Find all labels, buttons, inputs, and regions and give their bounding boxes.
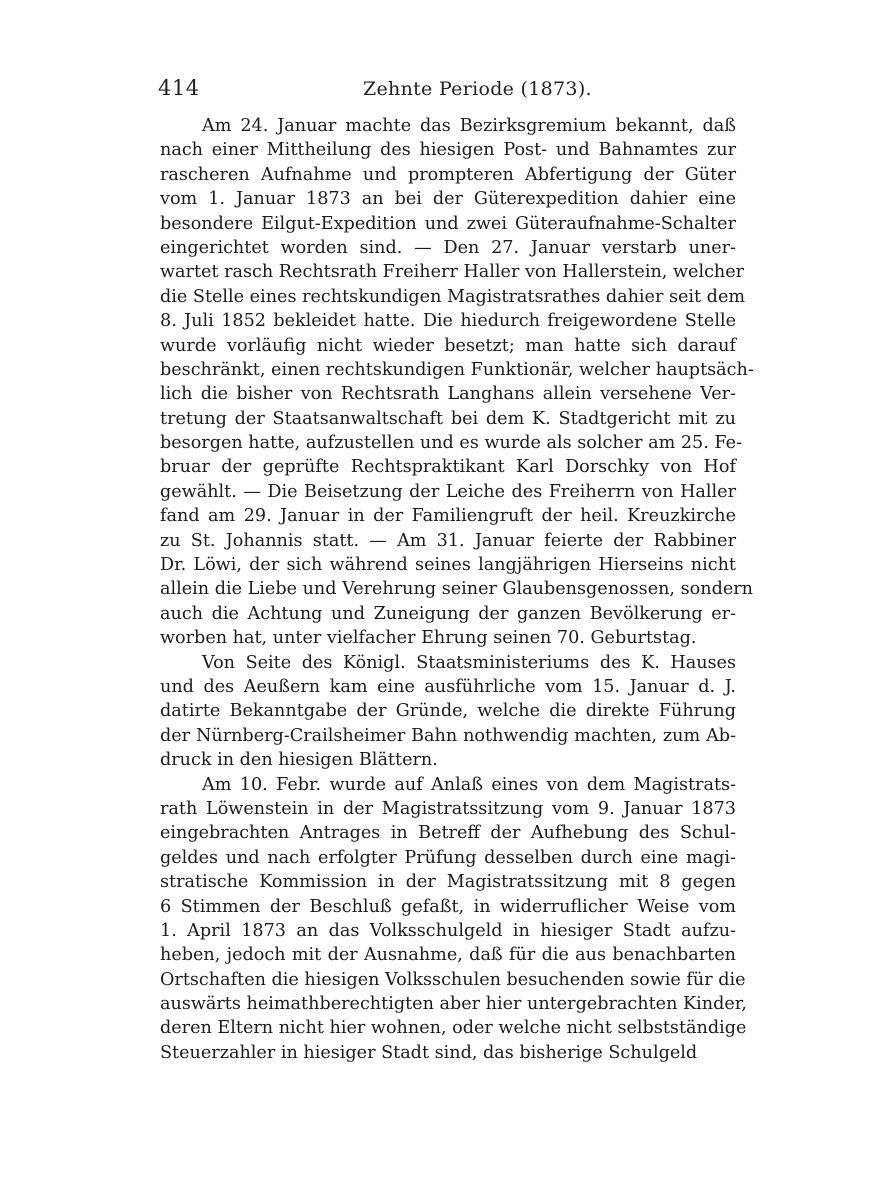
text-line: 8. Juli 1852 bekleidet hatte. Die hiedurch freigewordene Stelle [160,311,736,332]
text-line: Ortschaften die hiesigen Volksschulen besuchenden sowie für die [160,969,746,990]
text-line: lich die bisher von Rechtsrath Langhans allein versehene Ver- [160,384,736,405]
text-line: Von Seite des Königl. Staatsministeriums des K. Hauses [202,652,736,673]
text-line: wurde vorläufig nicht wieder besetzt; man hatte sich darauf [160,335,736,356]
text-line: druck in den hiesigen Blättern. [160,750,438,771]
text-line: stratische Kommission in der Magistratssitzung mit 8 gegen [160,872,736,893]
text-line: die Stelle eines rechtskundigen Magistratsrathes dahier seit dem [160,286,746,307]
body-text [160,114,754,1065]
text-line: bruar der geprüfte Rechtspraktikant Karl Dorschky von Hof [160,457,736,478]
running-head: Zehnte Periode (1873). [363,78,592,100]
paragraph [160,114,754,651]
text-line: auch die Achtung und Zuneigung der ganzen Bevölkerung er- [160,603,736,624]
text-line: gewählt. — Die Beisetzung der Leiche des Freiherrn von Haller [160,481,736,502]
paragraph [160,773,747,1066]
text-line: besondere Eilgut-Expedition und zwei Güteraufnahme-Schalter [160,213,736,234]
text-line: und des Aeußern kam eine ausführliche vom 15. Januar d. J. [160,676,736,697]
text-line: der Nürnberg-Crailsheimer Bahn nothwendig machten, zum Ab- [160,725,736,746]
text-line: fand am 29. Januar in der Familiengruft der heil. Kreuzkirche [160,506,736,527]
page-number: 414 [158,76,200,100]
text-line: rath Löwenstein in der Magistratssitzung vom 9. Januar 1873 [160,798,736,819]
text-line: geldes und nach erfolgter Prüfung desselben durch eine magi- [160,847,736,868]
text-line: eingerichtet worden sind. — Den 27. Januar verstarb uner- [160,237,736,258]
text-line: rascheren Aufnahme und prompteren Abfertigung der Güter [160,164,736,185]
text-line: datirte Bekanntgabe der Gründe, welche die direkte Führung [160,701,736,722]
text-line: Dr. Löwi, der sich während seines langjährigen Hierseins nicht [160,555,736,576]
text-line: eingebrachten Antrages in Betreff der Aufhebung des Schul- [160,823,736,844]
text-line: auswärts heimathberechtigten aber hier untergebrachten Kinder, [160,994,747,1015]
text-line: 1. April 1873 an das Volksschulgeld in hiesiger Stadt aufzu- [160,920,736,941]
text-line: 6 Stimmen der Beschluß gefaßt, in widerruflicher Weise vom [160,896,736,917]
text-line: Am 10. Febr. wurde auf Anlaß eines von dem Magistrats- [202,774,736,795]
text-line: Am 24. Januar machte das Bezirksgremium bekannt, daß [202,116,736,136]
text-line: worben hat, unter vielfacher Ehrung seinen 70. Geburtstag. [160,628,697,649]
page-header [158,72,738,104]
text-line: allein die Liebe und Verehrung seiner Glaubensgenossen, sondern [160,579,753,600]
text-line: vom 1. Januar 1873 an bei der Güterexpedition dahier eine [160,189,736,210]
text-line: heben, jedoch mit der Ausnahme, daß für die aus benachbarten [160,945,736,966]
text-line: nach einer Mittheilung des hiesigen Post- und Bahnamtes zur [160,140,736,161]
text-line: besorgen hatte, aufzustellen und es wurde als solcher am 25. Fe- [160,433,743,454]
text-line: wartet rasch Rechtsrath Freiherr Haller von Hallerstein, welcher [160,262,745,283]
text-line: beschränkt, einen rechtskundigen Funktionär, welcher hauptsäch- [160,359,754,380]
text-line: Steuerzahler in hiesiger Stadt sind, das bisherige Schulgeld [160,1042,698,1063]
paragraph [160,651,736,773]
text-line: tretung der Staatsanwaltschaft bei dem K. Stadtgericht mit zu [160,408,736,429]
text-line: zu St. Johannis statt. — Am 31. Januar feierte der Rabbiner [160,530,736,551]
text-line: deren Eltern nicht hier wohnen, oder welche nicht selbstständige [160,1018,747,1039]
